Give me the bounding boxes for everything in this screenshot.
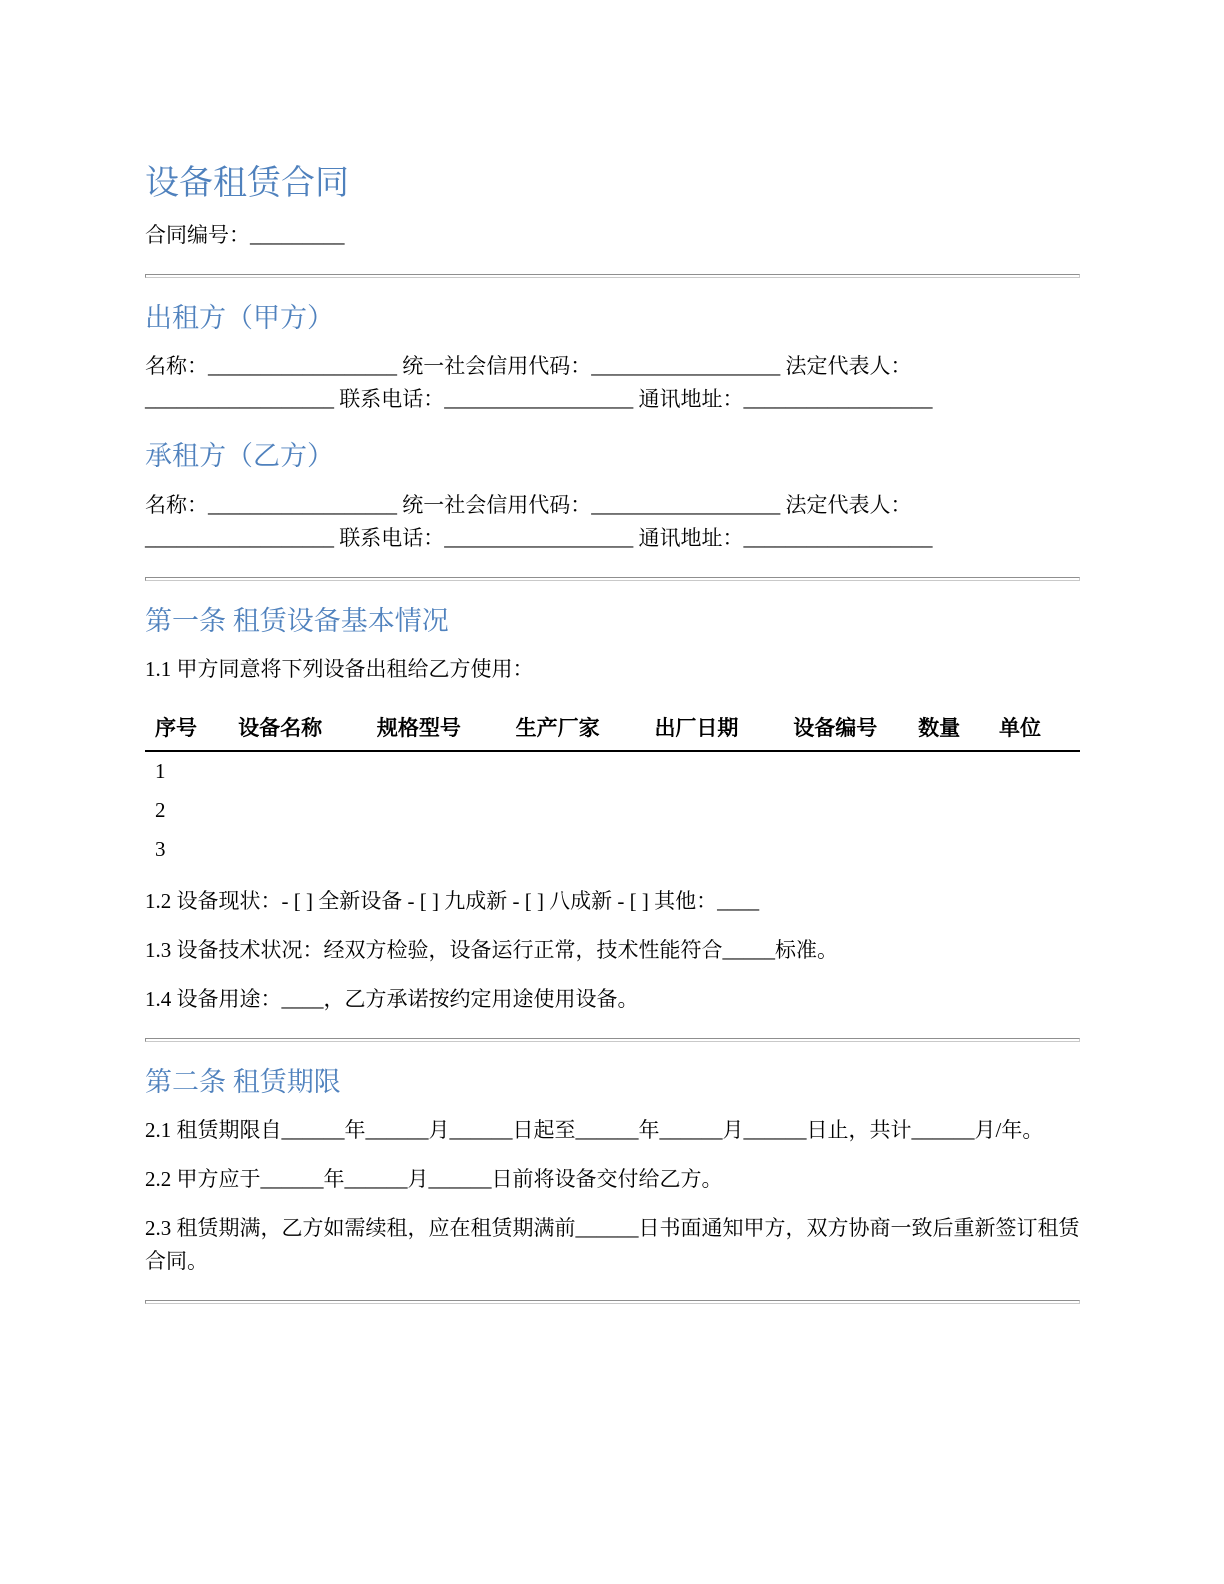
empty-cell	[999, 830, 1080, 869]
party-a-fields: 名称：__________________ 统一社会信用代码：__________________ 法定代表人：__________________ 联系电话：__________________ 通讯地址：__________________	[145, 354, 933, 412]
clause-2-1: 2.1 租赁期限自______年______月______日起至______年______月______日止，共计______月/年。	[145, 1118, 1044, 1143]
section-divider	[145, 1038, 1080, 1042]
document-title: 设备租赁合同	[145, 165, 349, 202]
empty-cell	[654, 751, 793, 791]
col-header-index: 序号	[145, 708, 238, 751]
empty-cell	[918, 830, 999, 869]
equipment-table-header-row	[145, 708, 1080, 751]
empty-cell	[238, 751, 377, 791]
row-index-cell: 1	[155, 759, 166, 784]
col-header-manufacturer: 生产厂家	[516, 708, 655, 751]
col-header-device-name: 设备名称	[238, 708, 377, 751]
table-row	[145, 791, 1080, 830]
empty-cell	[516, 791, 655, 830]
col-header-factory-date: 出厂日期	[654, 708, 793, 751]
clause-1-3: 1.3 设备技术状况：经双方检验，设备运行正常，技术性能符合_____标准。	[145, 938, 838, 963]
row-index-cell: 2	[155, 798, 166, 823]
article-2-heading: 第二条 租赁期限	[145, 1066, 341, 1097]
empty-cell	[654, 830, 793, 869]
article-1-heading: 第一条 租赁设备基本情况	[145, 605, 449, 636]
clause-2-3: 2.3 租赁期满，乙方如需续租，应在租赁期满前______日书面通知甲方，双方协商一致后重新签订租赁合同。	[145, 1216, 1080, 1274]
row-index-cell: 3	[155, 837, 166, 862]
empty-cell	[377, 830, 516, 869]
empty-cell	[377, 791, 516, 830]
section-divider	[145, 274, 1080, 278]
empty-cell	[516, 751, 655, 791]
clause-2-2: 2.2 甲方应于______年______月______日前将设备交付给乙方。	[145, 1167, 723, 1192]
section-divider	[145, 1300, 1080, 1304]
party-a-heading: 出租方（甲方）	[145, 303, 334, 334]
col-header-unit: 单位	[999, 708, 1080, 751]
empty-cell	[918, 751, 999, 791]
equipment-table	[145, 708, 1080, 869]
table-row	[145, 830, 1080, 869]
empty-cell	[793, 830, 918, 869]
party-b-heading: 承租方（乙方）	[145, 441, 334, 472]
col-header-model: 规格型号	[377, 708, 516, 751]
party-b-fields: 名称：__________________ 统一社会信用代码：__________________ 法定代表人：__________________ 联系电话：__________________ 通讯地址：__________________	[145, 492, 933, 550]
clause-1-4: 1.4 设备用途：____，乙方承诺按约定用途使用设备。	[145, 987, 639, 1012]
empty-cell	[238, 791, 377, 830]
empty-cell	[654, 791, 793, 830]
empty-cell	[999, 751, 1080, 791]
empty-cell	[999, 791, 1080, 830]
empty-cell	[516, 830, 655, 869]
col-header-quantity: 数量	[918, 708, 999, 751]
clause-1-2: 1.2 设备现状：- [ ] 全新设备 - [ ] 九成新 - [ ] 八成新 - [ ] 其他：____	[145, 889, 760, 914]
empty-cell	[793, 791, 918, 830]
table-row	[145, 751, 1080, 791]
empty-cell	[377, 751, 516, 791]
empty-cell	[918, 791, 999, 830]
col-header-device-no: 设备编号	[793, 708, 918, 751]
empty-cell	[238, 830, 377, 869]
contract-number-line: 合同编号：_________	[145, 223, 345, 248]
empty-cell	[793, 751, 918, 791]
section-divider	[145, 577, 1080, 581]
clause-1-1: 1.1 甲方同意将下列设备出租给乙方使用：	[145, 657, 534, 682]
